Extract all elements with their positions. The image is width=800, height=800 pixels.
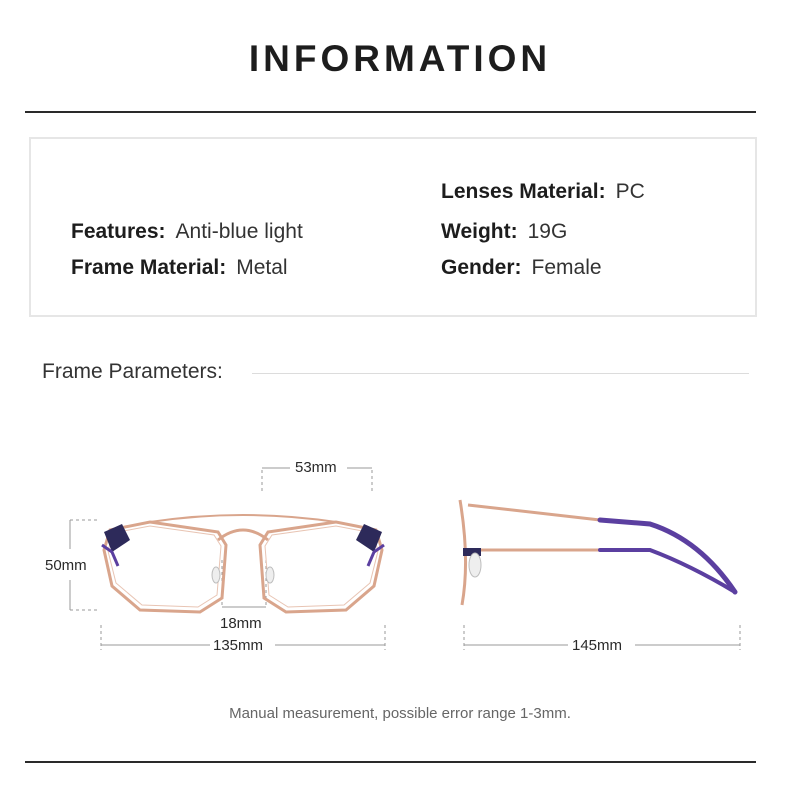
spec-value: Female bbox=[531, 256, 602, 279]
glasses-side-view bbox=[460, 500, 735, 605]
spec-label: Weight: bbox=[441, 220, 518, 243]
lens-height-label: 50mm bbox=[45, 557, 87, 574]
page-title: INFORMATION bbox=[248, 38, 552, 79]
footer-divider bbox=[25, 761, 756, 763]
spec-label: Features: bbox=[71, 220, 166, 243]
frame-width-label: 135mm bbox=[213, 637, 264, 654]
lens-width-label: 53mm bbox=[295, 459, 337, 476]
glasses-front-view bbox=[102, 515, 384, 612]
measurement-note: Manual measurement, possible error range 1-3mm. bbox=[229, 705, 571, 722]
spec-value: 19G bbox=[527, 220, 568, 243]
dimension-guides bbox=[70, 468, 740, 650]
spec-value: PC bbox=[615, 180, 645, 203]
spec-value: Metal bbox=[236, 256, 288, 279]
bridge-label: 18mm bbox=[220, 615, 262, 632]
spec-label: Gender: bbox=[441, 256, 522, 279]
frame-parameters-label: Frame Parameters: bbox=[42, 360, 223, 383]
spec-label: Lenses Material: bbox=[441, 180, 606, 203]
spec-label: Frame Material: bbox=[71, 256, 227, 279]
temple-length-label: 145mm bbox=[572, 637, 623, 654]
spec-value: Anti-blue light bbox=[175, 220, 303, 243]
